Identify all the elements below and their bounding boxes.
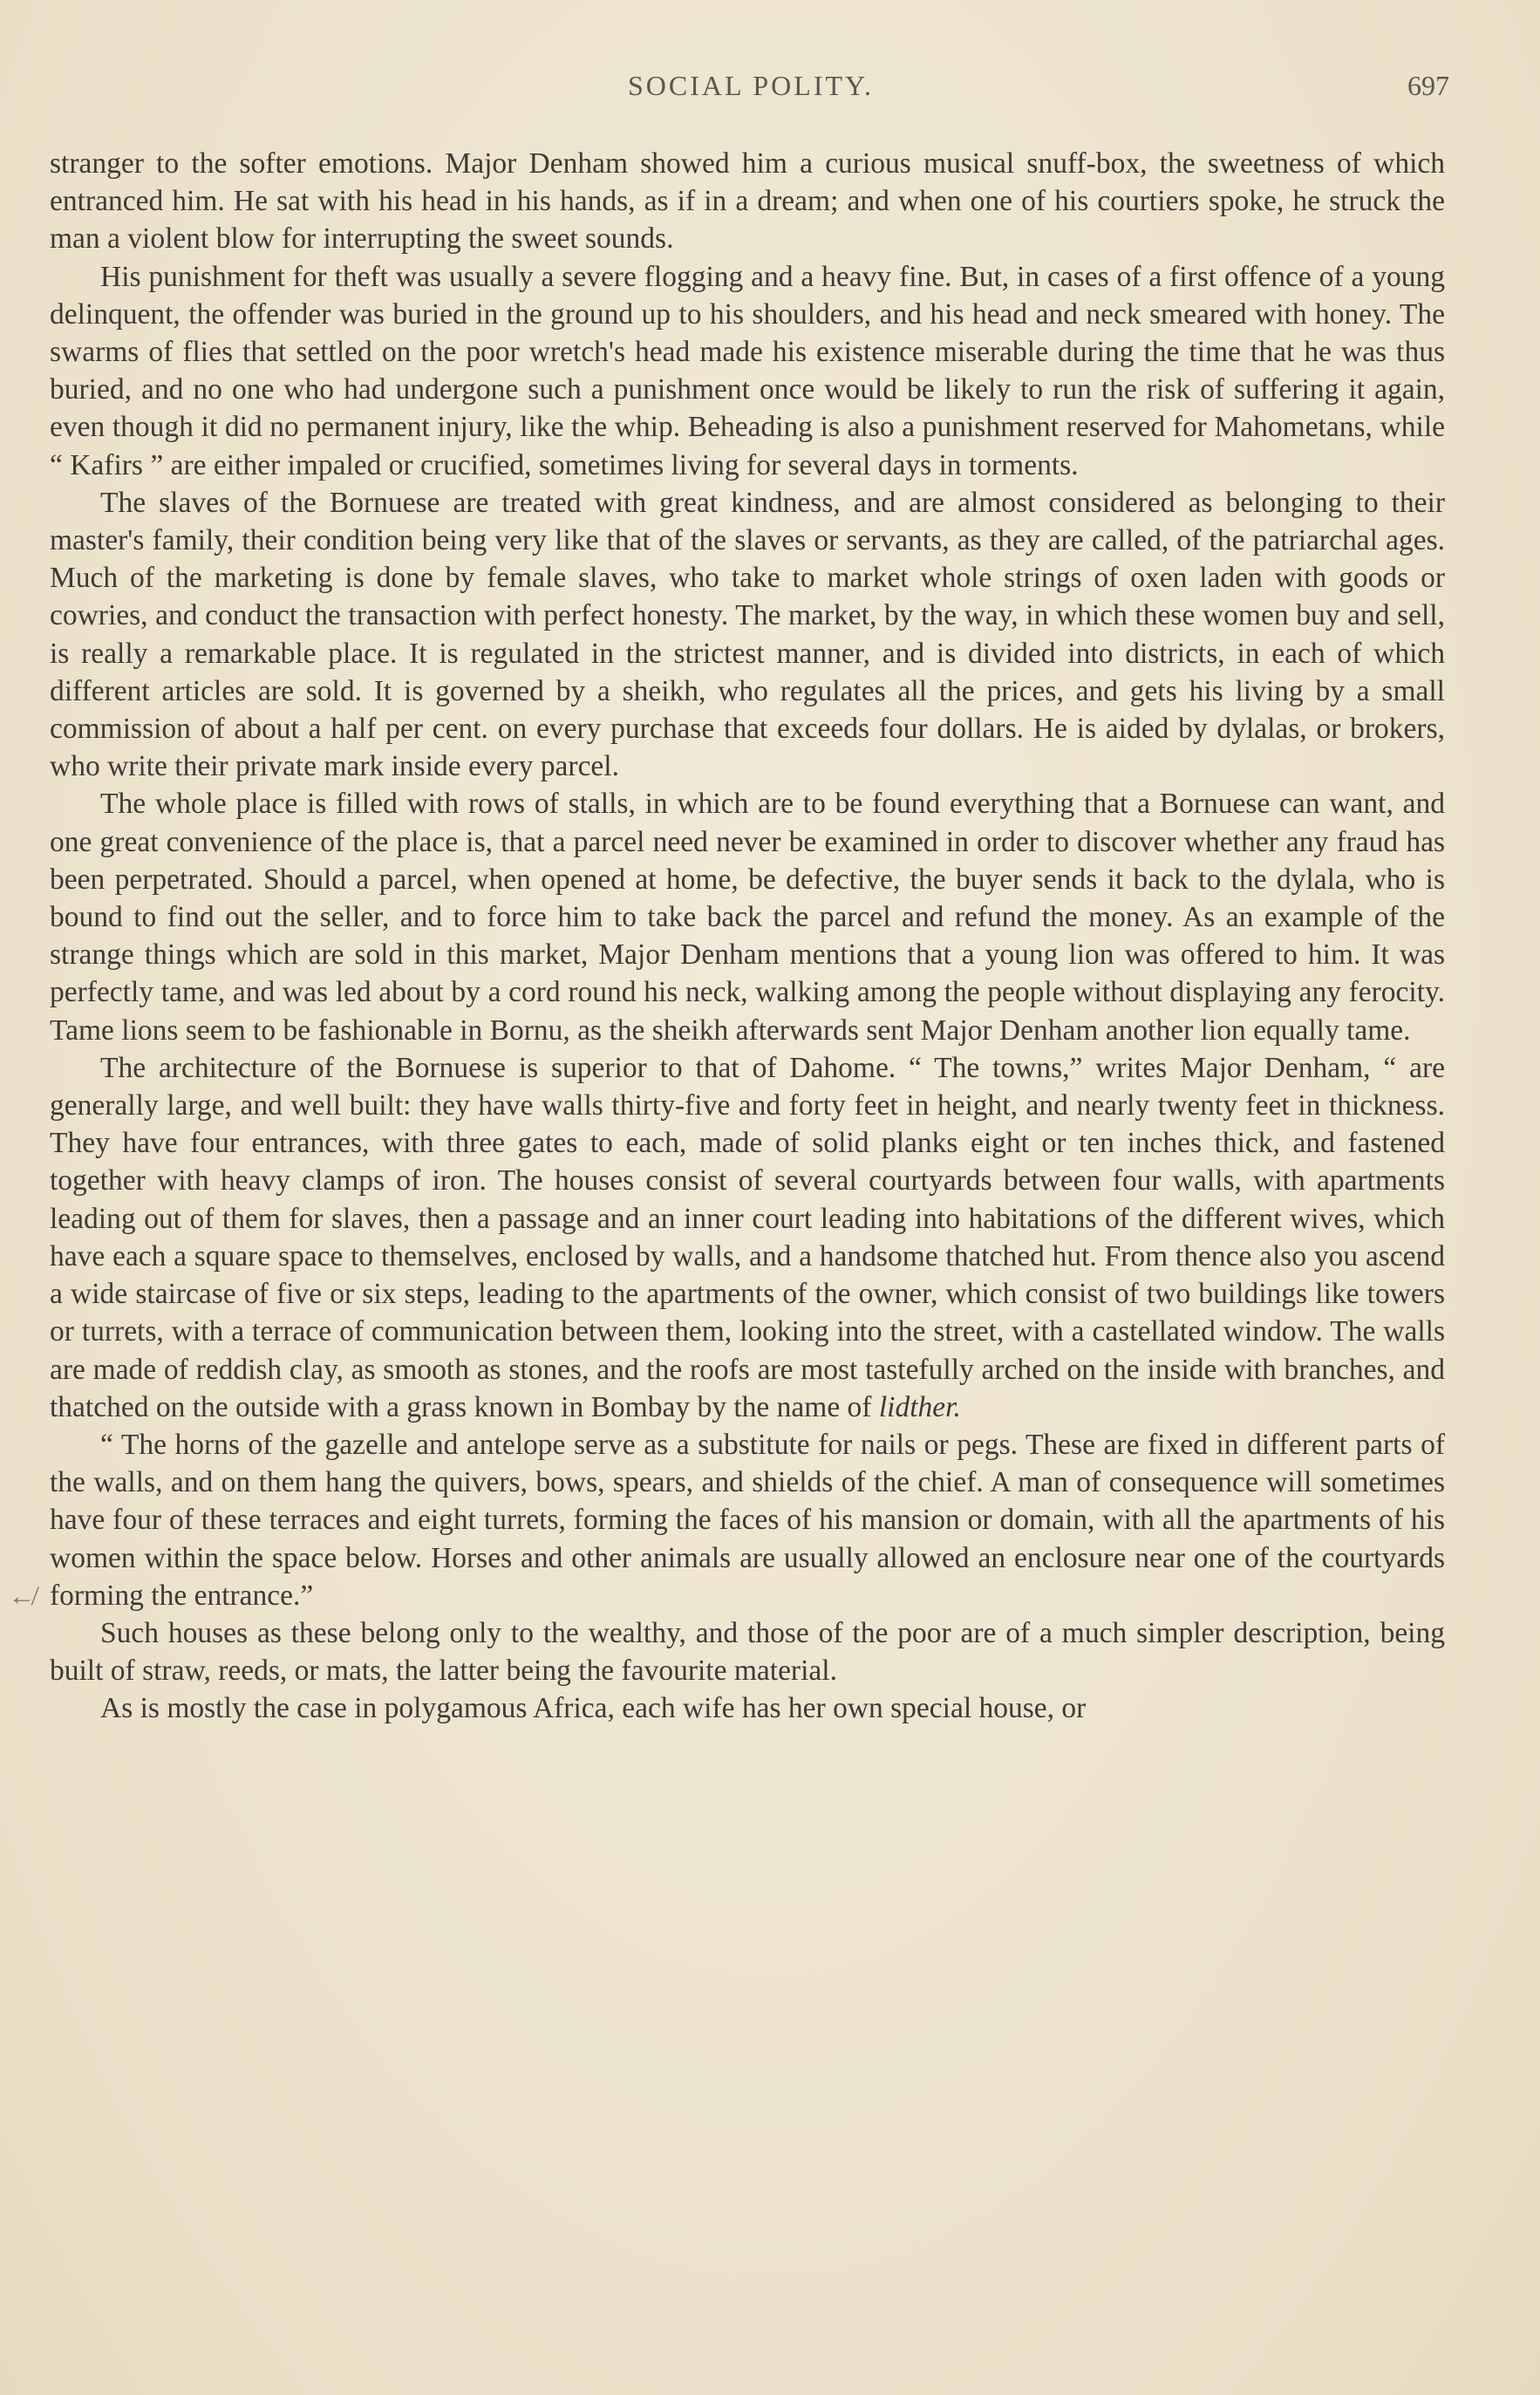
paragraph-3: The slaves of the Bornuese are treated with great kindness, and are almost considered as belonging to their master's family, their condition being very like that of the slaves or servants, as they are called, of the patriarchal ages. Much of the marketing is done by female slaves, who take to market whole strings of oxen laden with goods or cowries, and conduct the transaction with perfect honesty. The market, by the way, in which these women buy and sell, is really a remarkable place. It is regulated in the strictest manner, and is divided into districts, in each of which different articles are sold. It is governed by a sheikh, who regulates all the prices, and gets his living by a small commission of about a half per cent. on every purchase that exceeds four dollars. He is aided by dylalas, or brokers, who write their private mark inside every parcel. — [50, 486, 1445, 783]
paragraph-8: As is mostly the case in polygamous Africa, each wife has her own special house, or — [100, 1692, 1087, 1725]
paragraph-1: stranger to the softer emotions. Major Denham showed him a curious musical snuff-box, the sweetness of which entranced him. He sat with his head in his hands, as if in a dream; and when one of his courtiers spoke, he struck the man a violent blow for interrupting the sweet sounds. — [50, 147, 1445, 256]
paragraph-5-text: The architecture of the Bornuese is superior to that of Dahome. “ The towns,” writes Major Denham, “ are generally large, and well built: they have walls thirty-five and forty feet in height, and nearly twenty feet in thickness. They have four entrances, with three gates to each, made of solid planks eight or ten inches thick, and fastened together with heavy clamps of iron. The houses consist of several courtyards between four walls, with apartments leading out of them for slaves, then a passage and an inner court leading into habitations of the different wives, which have each a square space to themselves, enclosed by walls, and a handsome thatched hut. From thence also you ascend a wide staircase of five or six steps, leading to the apartments of the owner, which consist of two buildings like towers or turrets, with a terrace of communication between them, looking into the street, with a castellated window. The walls are made of reddish clay, as smooth as stones, and the roofs are most tastefully arched on the inside with branches, and thatched on the outside with a grass known in Bombay by the name of — [50, 1051, 1445, 1423]
margin-mark: ↚ — [9, 1582, 35, 1611]
page-number: 697 — [1407, 70, 1449, 101]
italic-term: lidther. — [878, 1390, 961, 1423]
running-title: SOCIAL POLITY. — [627, 70, 874, 101]
paragraph-7: Such houses as these belong only to the wealthy, and those of the poor are of a much simpler description, being built of straw, reeds, or mats, the latter being the favourite material. — [50, 1616, 1445, 1688]
paragraph-2: His punishment for theft was usually a severe flogging and a heavy fine. But, in cases of a first offence of a young delinquent, the offender was buried in the ground up to his shoulders, and his head and neck smeared with honey. The swarms of flies that settled on the poor wretch's head made his existence miserable during the time that he was thus buried, and no one who had undergone such a punishment once would be likely to run the risk of suffering it again, even though it did no permanent injury, like the whip. Beheading is also a punishment reserved for Mahometans, while “ Kafirs ” are either impaled or crucified, sometimes living for several days in torments. — [50, 260, 1445, 481]
paragraph-5 — [50, 1049, 1445, 1426]
paragraph-6: “ The horns of the gazelle and antelope serve as a substitute for nails or pegs. These are fixed in different parts of the walls, and on them hang the quivers, bows, spears, and shields of the chief. A man of consequence will sometimes have four of these terraces and eight turrets, forming the faces of his mansion or domain, with all the apartments of his women within the space below. Horses and other animals are usually allowed an enclosure near one of the courtyards forming the entrance.” — [50, 1428, 1445, 1612]
running-head — [52, 70, 1449, 108]
paragraph-4: The whole place is filled with rows of stalls, in which are to be found everything that a Bornuese can want, and one great convenience of the place is, that a parcel need never be examined in order to discover whether any fraud has been perpetrated. Should a parcel, when opened at home, be defective, the buyer sends it back to the dylala, who is bound to find out the seller, and to force him to take back the parcel and refund the money. As an example of the strange things which are sold in this market, Major Denham mentions that a young lion was offered to him. It was perfectly tame, and was led about by a cord round his neck, walking among the people without displaying any ferocity. Tame lions seem to be fashionable in Bornu, as the sheikh afterwards sent Major Denham another lion equally tame. — [50, 788, 1445, 1047]
body-text — [50, 145, 1445, 1728]
